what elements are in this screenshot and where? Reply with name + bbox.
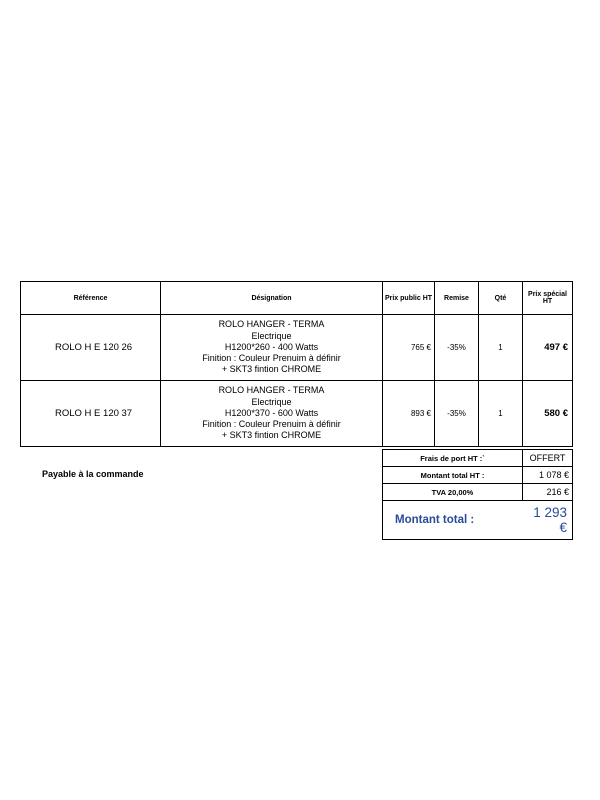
table-header-row	[21, 282, 573, 315]
table-row	[21, 381, 573, 447]
row-discount: -35%	[435, 381, 479, 447]
row-designation	[161, 381, 383, 447]
shipping-label: Frais de port HT :`	[383, 450, 523, 467]
tva-row	[383, 484, 573, 501]
designation-line: H1200*260 - 400 Watts	[224, 341, 319, 352]
row-reference: ROLO H E 120 37	[21, 381, 161, 447]
total-ht-label: Montant total HT :	[383, 467, 523, 484]
tva-label: TVA 20,00%	[383, 484, 523, 501]
designation-line: Finition : Couleur Prenuim à définir	[202, 353, 341, 364]
payment-note: Payable à la commande	[42, 469, 144, 479]
grand-total-value: 1 293 €	[523, 501, 573, 540]
designation-line: H1200*370 - 600 Watts	[224, 407, 319, 418]
header-public-price: Prix public HT	[383, 282, 435, 315]
grand-total-row	[383, 501, 573, 540]
row-qty: 1	[479, 381, 523, 447]
designation-line: ROLO HANGER - TERMA	[218, 319, 325, 330]
designation-line: + SKT3 fintion CHROME	[221, 364, 322, 375]
row-qty: 1	[479, 315, 523, 381]
header-special-price: Prix spécial HT	[523, 282, 573, 315]
grand-total-label: Montant total :	[383, 501, 523, 540]
header-reference: Référence	[21, 282, 161, 315]
total-ht-row	[383, 467, 573, 484]
designation-line: ROLO HANGER - TERMA	[218, 385, 325, 396]
header-discount: Remise	[435, 282, 479, 315]
designation-line: Finition : Couleur Prenuim à définir	[202, 419, 341, 430]
shipping-row	[383, 450, 573, 467]
shipping-value: OFFERT	[523, 450, 573, 467]
tva-value: 216 €	[523, 484, 573, 501]
total-ht-value: 1 078 €	[523, 467, 573, 484]
header-designation: Désignation	[161, 282, 383, 315]
designation-line: Electrique	[251, 330, 292, 341]
table-row	[21, 315, 573, 381]
row-special-price: 580 €	[523, 381, 573, 447]
row-discount: -35%	[435, 315, 479, 381]
designation-line: Electrique	[251, 396, 292, 407]
header-qty: Qté	[479, 282, 523, 315]
totals-table	[382, 449, 573, 540]
row-reference: ROLO H E 120 26	[21, 315, 161, 381]
row-public-price: 893 €	[383, 381, 435, 447]
row-designation	[161, 315, 383, 381]
row-special-price: 497 €	[523, 315, 573, 381]
quote-table	[20, 281, 573, 447]
row-public-price: 765 €	[383, 315, 435, 381]
designation-line: + SKT3 fintion CHROME	[221, 430, 322, 441]
